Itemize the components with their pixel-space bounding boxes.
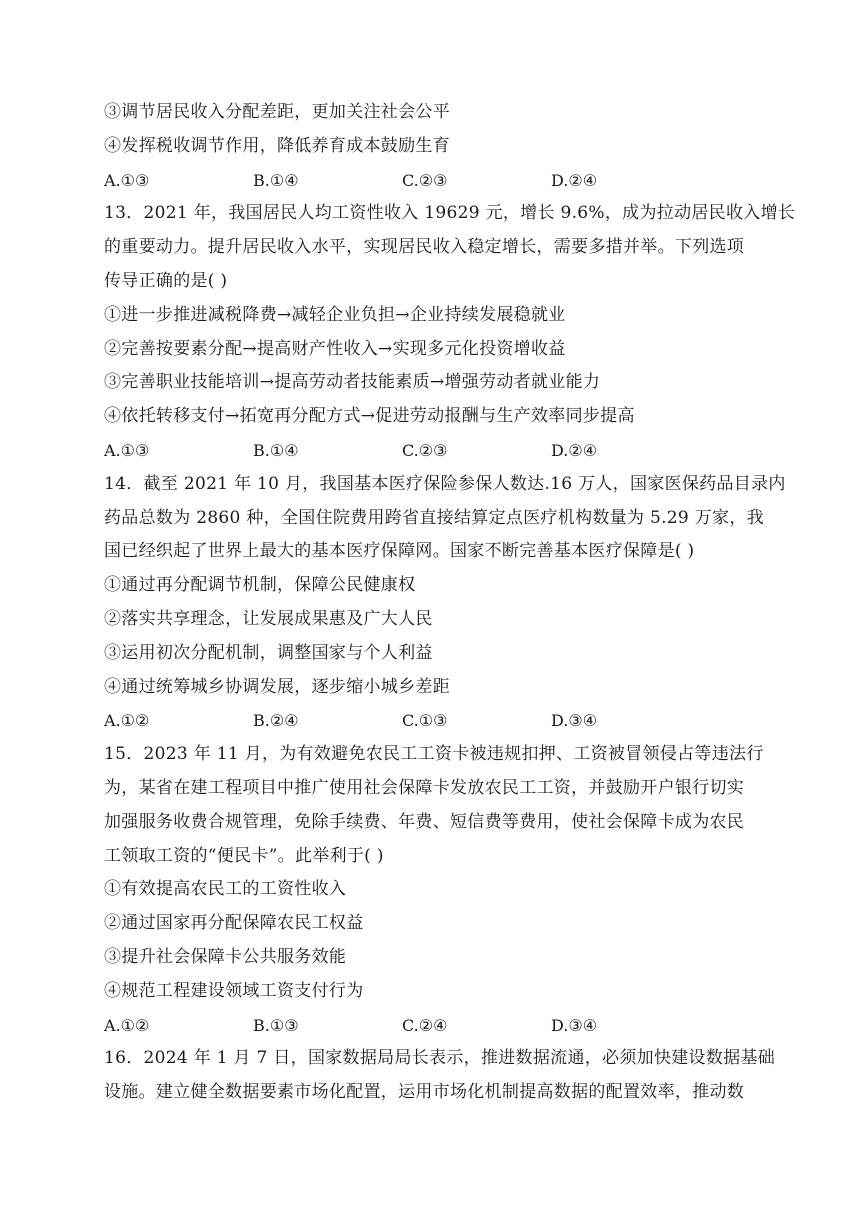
option-d: D.②④ [551,170,598,190]
question-stem-line: 15．2023 年 11 月，为有效避免农民工工资卡被违规扣押、工资被冒领侵占等违法行 [104,744,764,765]
statement-4: ④依托转移支付→拓宽再分配方式→促进劳动报酬与生产效率同步提高 [104,406,635,427]
question-12-tail [104,96,764,197]
statement-3: ③提升社会保障卡公共服务效能 [104,946,347,967]
option-c: C.②③ [402,440,448,460]
option-c: C.②④ [402,1015,448,1035]
statement-1: ①通过再分配调节机制，保障公民健康权 [104,575,416,596]
question-stem-line: 设施。建立健全数据要素市场化配置，运用市场化机制提高数据的配置效率，推动数 [104,1082,745,1103]
answer-options [104,1009,764,1043]
question-stem-line: 为，某省在建工程项目中推广使用社会保障卡发放农民工工资，并鼓励开户银行切实 [104,777,745,798]
option-b: B.②④ [253,711,299,731]
statement-3: ③运用初次分配机制，调整国家与个人利益 [104,642,433,663]
option-d: D.③④ [551,1015,598,1035]
statement-4: ④通过统筹城乡协调发展，逐步缩小城乡差距 [104,676,450,697]
question-stem-line: 药品总数为 2860 种，全国住院费用跨省直接结算定点医疗机构数量为 5.29 万家，我 [104,507,764,528]
statement-2: ②通过国家再分配保障农民工权益 [104,913,364,934]
statement-3: ③完善职业技能培训→提高劳动者技能素质→增强劳动者就业能力 [104,372,601,393]
option-c: C.②③ [402,170,448,190]
question-16 [104,1042,776,1110]
statement-1: ①进一步推进减税降费→减轻企业负担→企业持续发展稳就业 [104,304,566,325]
question-13 [104,197,796,467]
statement-4: ④规范工程建设领域工资支付行为 [104,980,364,1001]
option-a: A.①② [104,711,150,731]
option-a: A.①③ [104,440,150,460]
option-a: A.①② [104,1015,150,1035]
question-stem-line: 16．2024 年 1 月 7 日，国家数据局局长表示，推进数据流通，必须加快建设数据基础 [104,1048,776,1069]
option-b: B.①④ [253,170,299,190]
option-b: B.①③ [253,1015,299,1035]
statement-3: ③调节居民收入分配差距，更加关注社会公平 [104,102,450,122]
question-stem-line: 传导正确的是( ) [104,270,228,291]
option-c: C.①③ [402,711,448,731]
option-d: D.③④ [551,711,598,731]
question-stem-line: 的重要动力。提升居民收入水平，实现居民收入稳定增长，需要多措并举。下列选项 [104,237,745,258]
statement-2: ②落实共享理念，让发展成果惠及广大人民 [104,608,433,629]
exam-page [104,96,796,1110]
statement-1: ①有效提高农民工的工资性收入 [104,879,347,900]
answer-options [104,434,764,468]
answer-options [104,164,764,198]
question-stem-line: 国已经织起了世界上最大的基本医疗保障网。国家不断完善基本医疗保障是( ) [104,541,695,562]
question-stem-line: 工领取工资的“便民卡”。此举利于( ) [104,845,384,866]
statement-2: ②完善按要素分配→提高财产性收入→实现多元化投资增收益 [104,338,566,359]
answer-options [104,704,764,738]
option-a: A.①③ [104,170,150,190]
option-d: D.②④ [551,440,598,460]
question-stem-line: 13．2021 年，我国居民人均工资性收入 19629 元，增长 9.6%，成为拉动居民收入增长 [104,203,796,224]
statement-4: ④发挥税收调节作用，降低养育成本鼓励生育 [104,135,450,156]
question-stem-line: 加强服务收费合规管理，免除手续费、年费、短信费等费用，使社会保障卡成为农民 [104,811,745,832]
option-b: B.①④ [253,440,299,460]
question-stem-line: 14．截至 2021 年 10 月，我国基本医疗保险参保人数达.16 万人，国家医保药品目录内 [104,473,786,494]
question-14 [104,468,786,738]
question-15 [104,738,764,1042]
